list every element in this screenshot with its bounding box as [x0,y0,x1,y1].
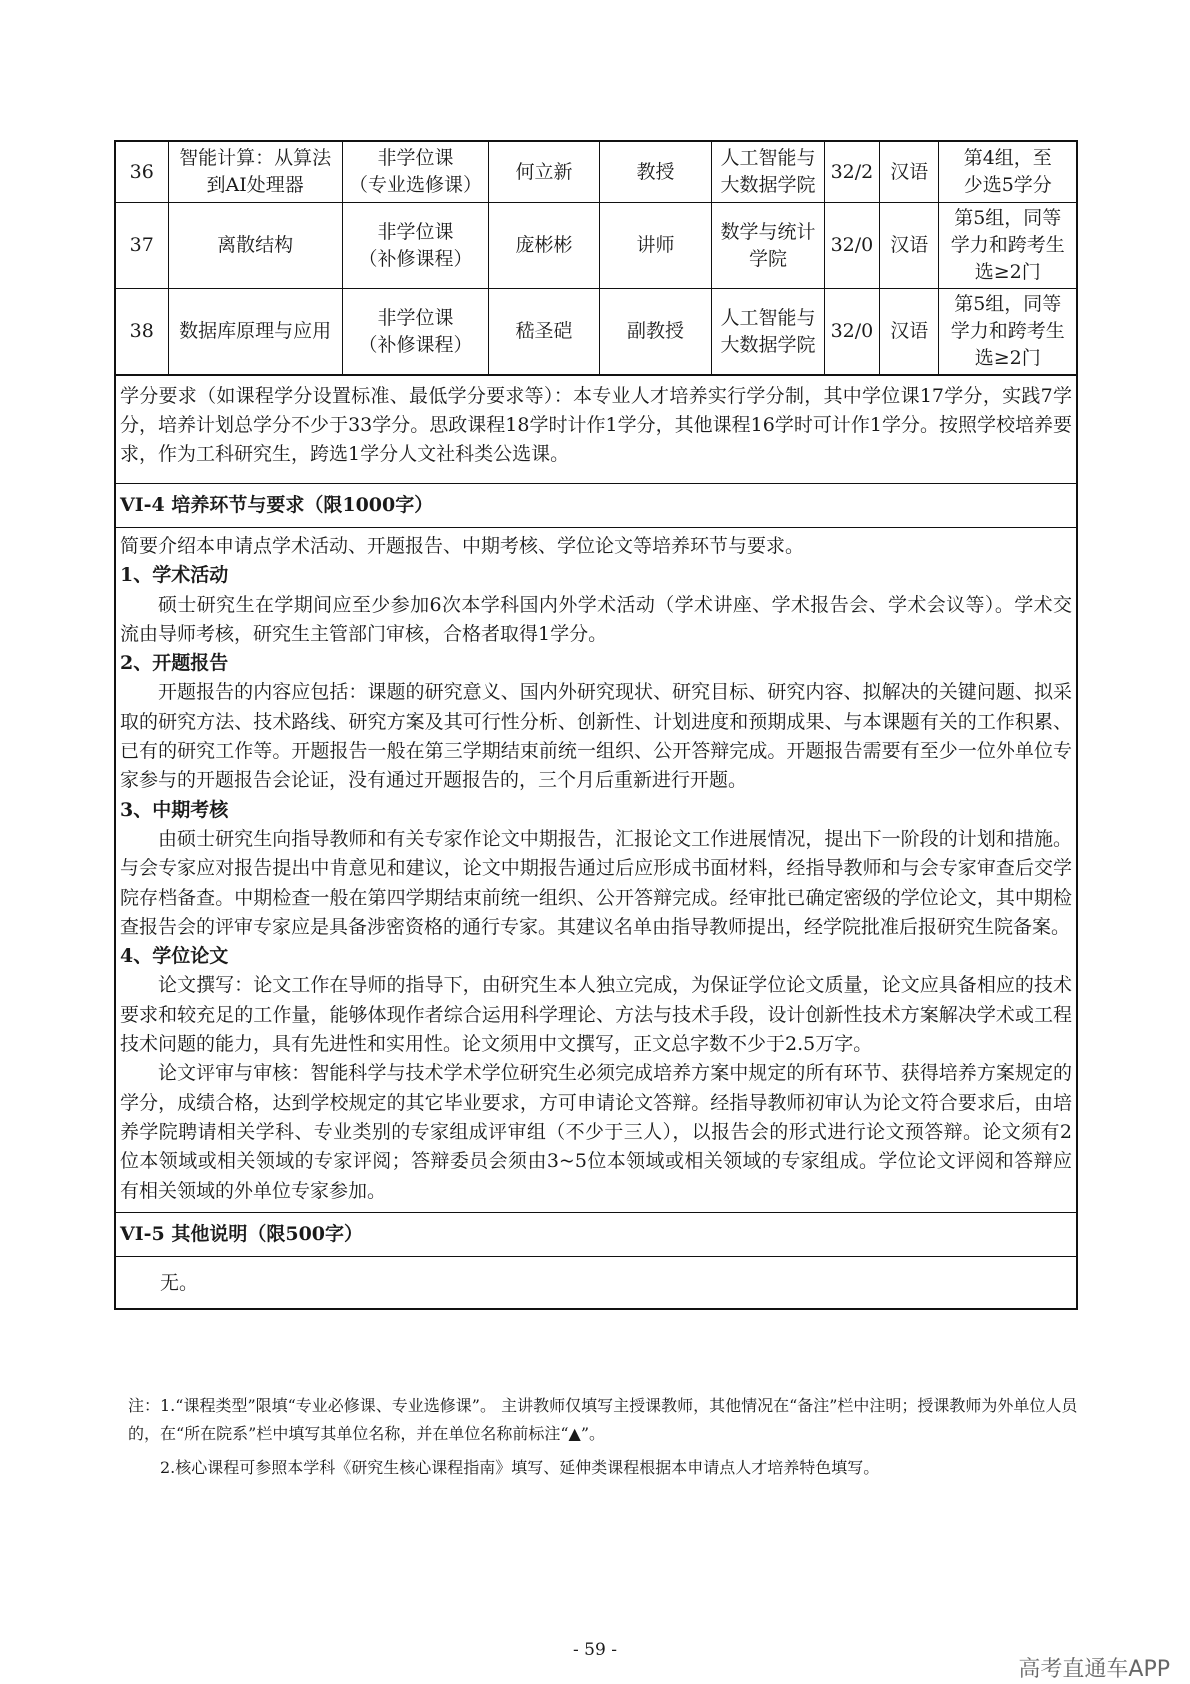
course-teacher: 何立新 [489,142,599,203]
table-row [116,142,1076,203]
table-row [116,289,1076,375]
course-note: 第5组，同等 学力和跨考生 选≥2门 [939,289,1076,375]
course-type: 非学位课 （补修课程） [342,289,489,375]
course-note: 第4组，至 少选5学分 [939,142,1076,203]
course-table [116,142,1076,375]
course-hours: 32/0 [824,203,879,289]
course-type: 非学位课 （补修课程） [342,203,489,289]
watermark: 高考直通车APP [1018,1657,1170,1682]
course-name: 数据库原理与应用 [168,289,342,375]
course-dept: 人工智能与 大数据学院 [712,142,825,203]
paragraph: 由硕士研究生向指导教师和有关专家作论文中期报告，汇报论文工作进展情况，提出下一阶段的计划和措施。与会专家应对报告提出中肯意见和建议，论文中期报告通过后应形成书面材料，经指导教师和与会专家审查后交学院存档备查。中期检查一般在第四学期结束前统一组织、公开答辩完成。经审批已确定密级的学位论文，其中期检查报告会的评审专家应是具备涉密资格的通行专家。其建议名单由指导教师提出，经学院批准后报研究生院备案。 [120,827,1072,938]
section-heading: VI-4 培养环节与要求（限1000字） [116,483,1076,527]
paragraph: 论文评审与审核：智能科学与技术学术学位研究生必须完成培养方案中规定的所有环节、获得培养方案规定的学分，成绩合格，达到学校规定的其它毕业要求，方可申请论文答辩。经指导教师初审认为论文符合要求后，由培养学院聘请相关学科、专业类别的专家组成评审组（不少于三人），以报告会的形式进行论文预答辩。论文须有2位本领域或相关领域的专家评阅；答辩委员会须由3~5位本领域或相关领域的专家组成。学位论文评阅和答辩应有相关领域的外单位专家参加。 [120,1062,1072,1202]
course-lang: 汉语 [880,142,939,203]
paragraph: 开题报告的内容应包括：课题的研究意义、国内外研究现状、研究目标、研究内容、拟解决的关键问题、拟采取的研究方法、技术路线、研究方案及其可行性分析、创新性、计划进度和预期成果、与本课题有关的工作积累、已有的研究工作等。开题报告一般在第三学期结束前统一组织、公开答辩完成。开题报告需要有至少一位外单位专家参与的开题报告会论证，没有通过开题报告的，三个月后重新进行开题。 [120,681,1072,792]
course-no: 36 [116,142,168,203]
course-name: 离散结构 [168,203,342,289]
teacher-title: 教授 [599,142,712,203]
subheading: 2、开题报告 [120,652,229,675]
course-hours: 32/0 [824,289,879,375]
page-number: - 59 - [573,1640,617,1660]
table-row [116,203,1076,289]
course-dept: 人工智能与 大数据学院 [712,289,825,375]
subheading: 1、学术活动 [120,564,229,587]
course-name: 智能计算：从算法 到AI处理器 [168,142,342,203]
section-intro: 简要介绍本申请点学术活动、开题报告、中期考核、学位论文等培养环节与要求。 [120,535,805,557]
teacher-title: 副教授 [599,289,712,375]
course-note: 第5组，同等 学力和跨考生 选≥2门 [939,203,1076,289]
training-requirements [116,527,1076,1212]
course-teacher: 嵇圣硙 [489,289,599,375]
section-heading: VI-5 其他说明（限500字） [116,1212,1076,1256]
document-frame [114,140,1078,1310]
course-teacher: 庞彬彬 [489,203,599,289]
footnote: 注：1.“课程类型”限填“专业必修课、专业选修课”。 主讲教师仅填写主授课教师，其他情况在“备注”栏中注明；授课教师为外单位人员的，在“所在院系”栏中填写其单位名称，并在单位名称前标注“▲”。 [128,1396,1078,1443]
teacher-title: 讲师 [599,203,712,289]
other-notes: 无。 [116,1256,1076,1308]
course-no: 38 [116,289,168,375]
credit-requirements: 学分要求（如课程学分设置标准、最低学分要求等）：本专业人才培养实行学分制，其中学位课17学分，实践7学分，培养计划总学分不少于33学分。思政课程18学时计作1学分，其他课程16学时可计作1学分。按照学校培养要求，作为工科研究生，跨选1学分人文社科类公选课。 [116,375,1076,483]
course-dept: 数学与统计 学院 [712,203,825,289]
paragraph: 硕士研究生在学期间应至少参加6次本学科国内外学术活动（学术讲座、学术报告会、学术会议等）。学术交流由导师考核，研究生主管部门审核，合格者取得1学分。 [120,593,1072,645]
footnotes [128,1392,1078,1488]
course-hours: 32/2 [824,142,879,203]
subheading: 3、中期考核 [120,798,229,821]
course-lang: 汉语 [880,203,939,289]
course-lang: 汉语 [880,289,939,375]
course-no: 37 [116,203,168,289]
subheading: 4、学位论文 [120,945,229,968]
footnote: 2.核心课程可参照本学科《研究生核心课程指南》填写、延伸类课程根据本申请点人才培养特色填写。 [160,1458,880,1477]
course-type: 非学位课 （专业选修课） [342,142,489,203]
paragraph: 论文撰写：论文工作在导师的指导下，由研究生本人独立完成，为保证学位论文质量，论文应具备相应的技术要求和较充足的工作量，能够体现作者综合运用科学理论、方法与技术手段，设计创新性技术方案解决学术或工程技术问题的能力，具有先进性和实用性。论文须用中文撰写，正文总字数不少于2.5万字。 [120,974,1072,1056]
